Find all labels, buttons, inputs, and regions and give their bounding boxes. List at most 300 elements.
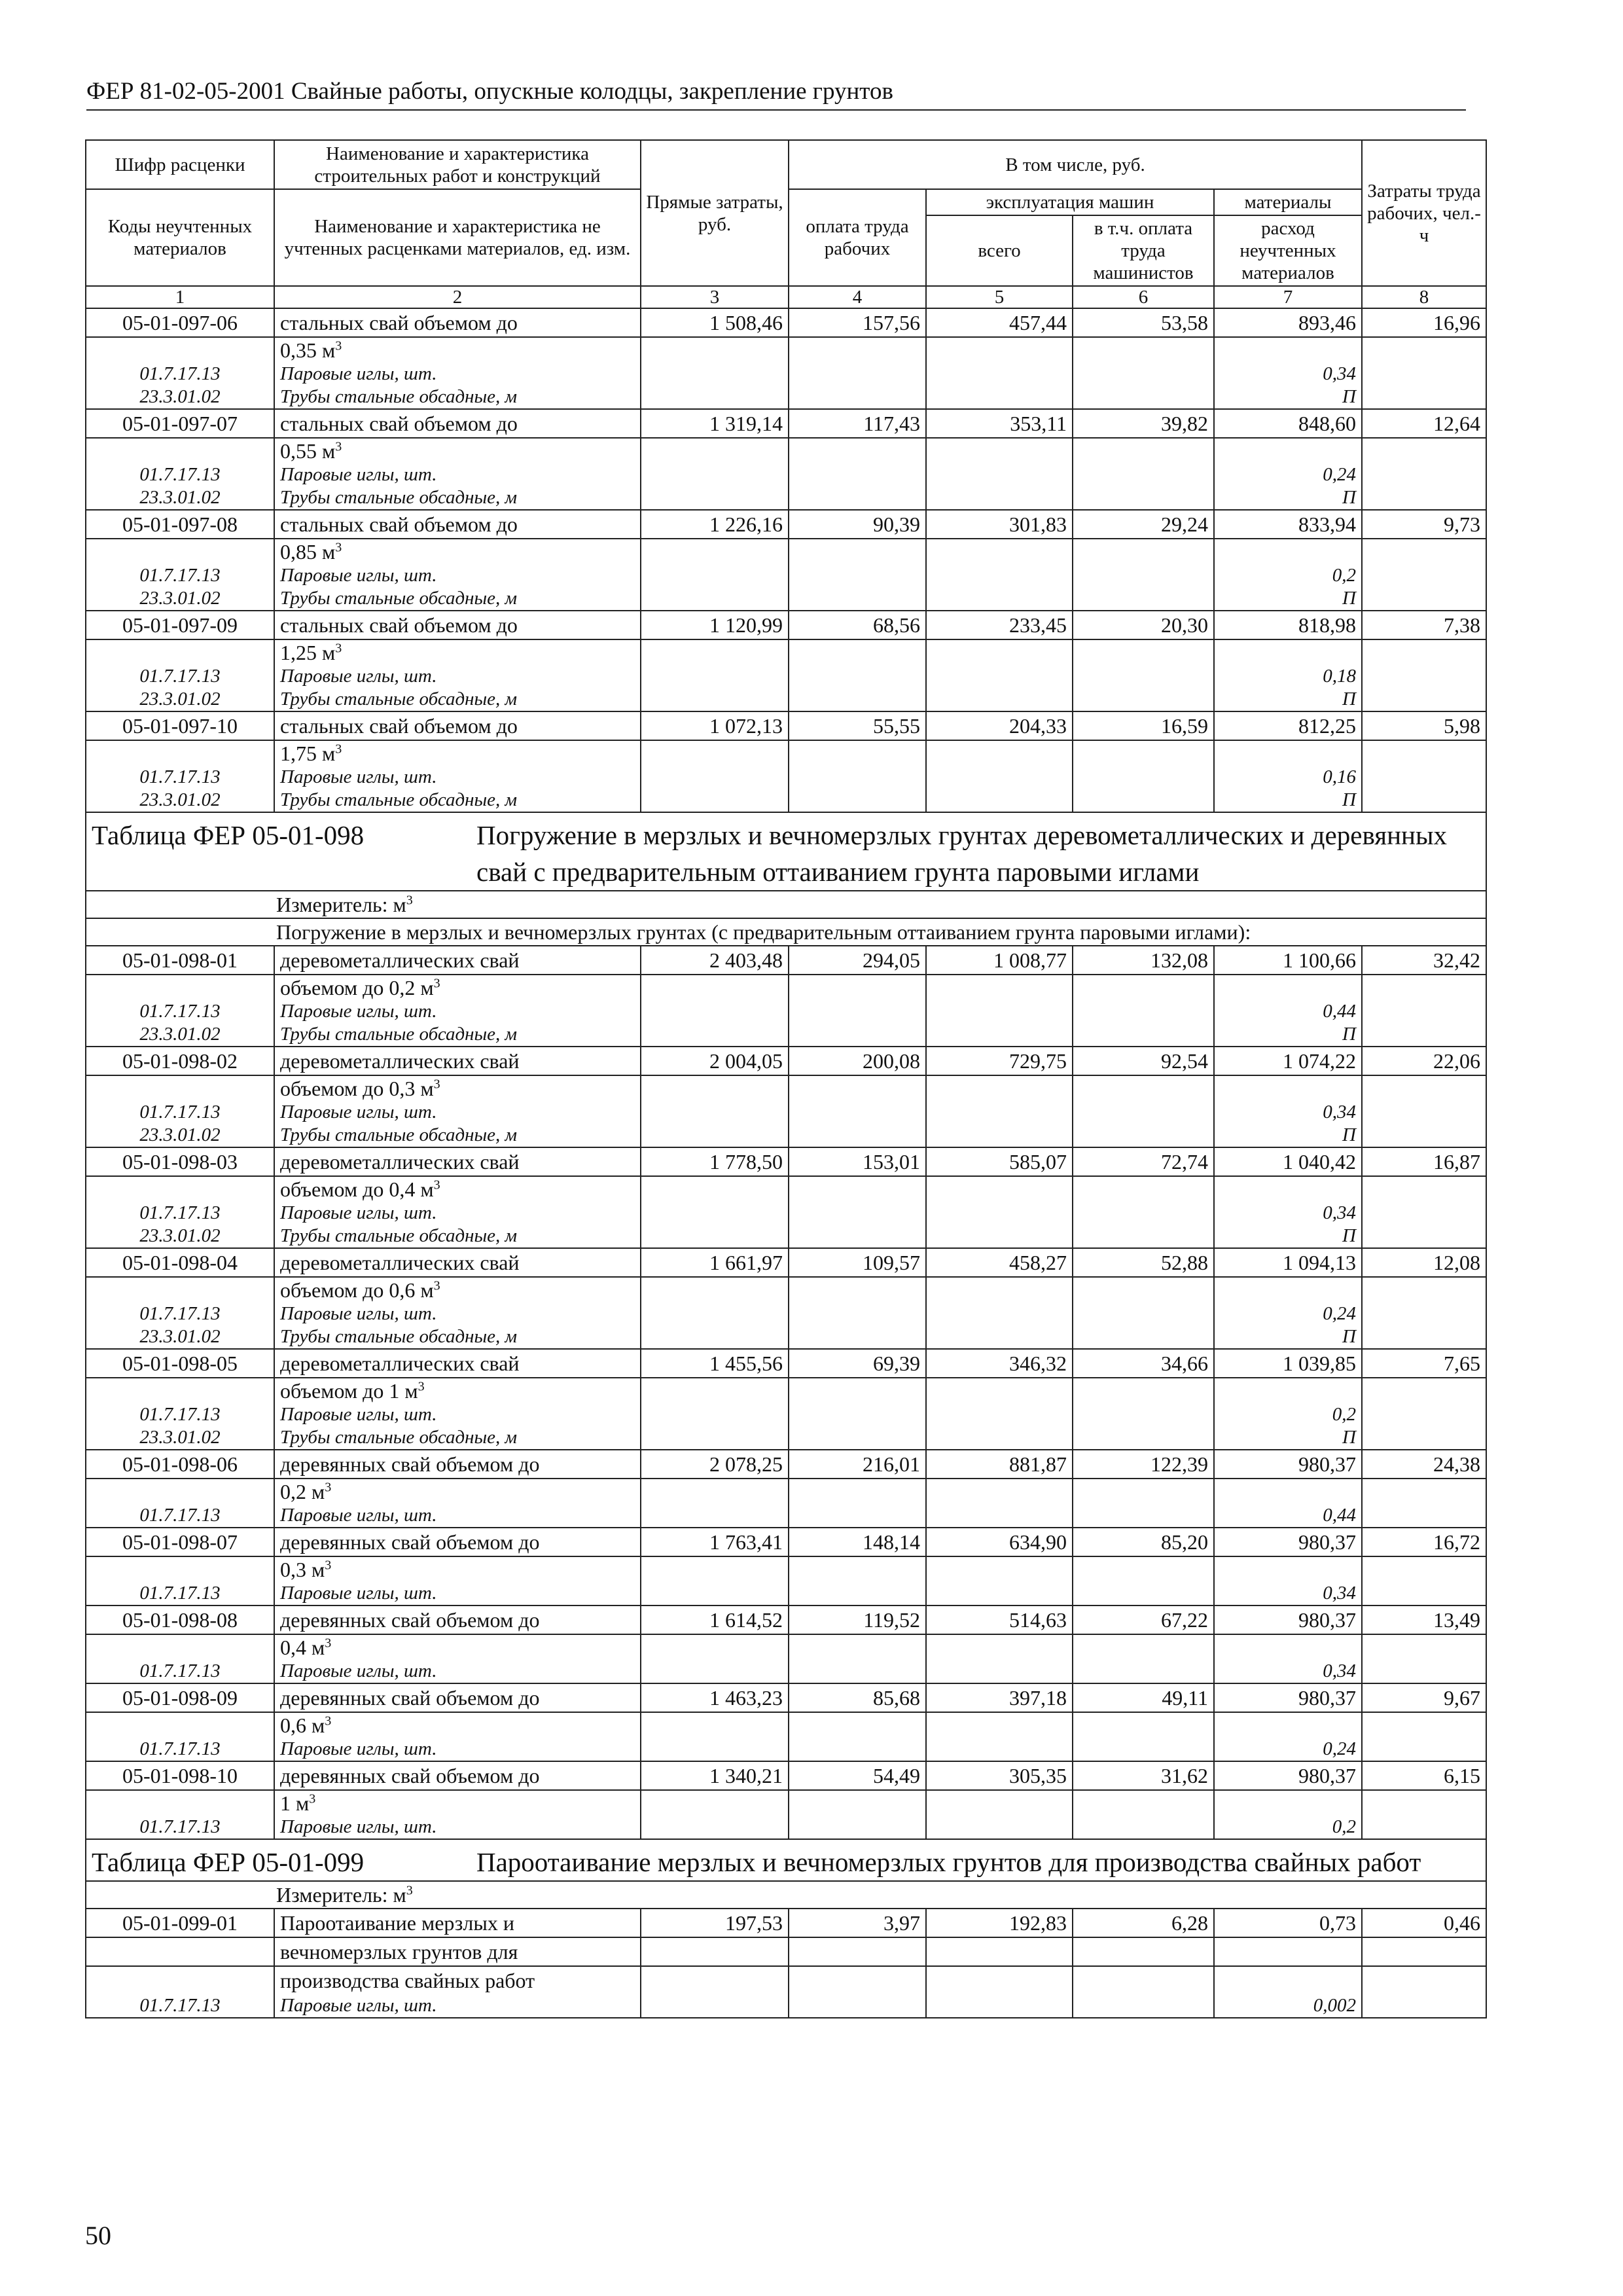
table-caption: Погружение в мерзлых и вечномерзлых грунтах деревометаллических и деревянных свай с предварительным оттаиванием грунта паровыми иглами xyxy=(476,820,1448,887)
material-name: Трубы стальные обсадные, м xyxy=(274,587,641,611)
empty-cell xyxy=(926,789,1073,812)
rate-code-cont xyxy=(86,1556,274,1582)
material-row xyxy=(86,1325,1486,1349)
empty-cell xyxy=(641,975,789,1000)
rate-code: 05-01-097-07 xyxy=(86,409,274,438)
empty-cell xyxy=(641,587,789,611)
col-number: 6 xyxy=(1073,286,1214,308)
empty-cell xyxy=(926,1176,1073,1202)
material-name: Трубы стальные обсадные, м xyxy=(274,1023,641,1047)
empty-cell xyxy=(926,1556,1073,1582)
col-materials-header: материалы xyxy=(1214,189,1362,215)
empty-cell xyxy=(1073,1816,1214,1839)
material-qty: 0,34 xyxy=(1214,363,1362,386)
empty-cell xyxy=(1362,1426,1486,1450)
empty-cell xyxy=(1362,1023,1486,1047)
empty-cell xyxy=(926,1660,1073,1683)
empty-cell xyxy=(1362,1790,1486,1816)
col-machines-total-header: всего xyxy=(926,215,1073,286)
empty-cell xyxy=(1073,386,1214,409)
empty-cell xyxy=(1214,539,1362,564)
empty-cell xyxy=(1073,1556,1214,1582)
empty-cell xyxy=(1362,1225,1486,1248)
table-row xyxy=(86,1349,1486,1378)
rate-code-cont xyxy=(86,1790,274,1816)
rate-name-cont: вечномерзлых грунтов для xyxy=(274,1937,641,1966)
material-code: 23.3.01.02 xyxy=(86,486,274,510)
empty-cell xyxy=(1073,1738,1214,1761)
empty-cell xyxy=(1362,1660,1486,1683)
direct-cost: 1 614,52 xyxy=(641,1605,789,1634)
empty-cell xyxy=(1362,463,1486,486)
machines-labor: 67,22 xyxy=(1073,1605,1214,1634)
rate-volume-text: объемом до 1 м xyxy=(280,1379,418,1403)
table-row xyxy=(86,611,1486,639)
materials-cost: 980,37 xyxy=(1214,1683,1362,1712)
empty-cell xyxy=(1362,539,1486,564)
rate-volume-text: объемом до 0,2 м xyxy=(280,976,434,999)
empty-cell xyxy=(789,1556,926,1582)
table-row xyxy=(86,308,1486,337)
material-code: 01.7.17.13 xyxy=(86,665,274,688)
rate-code: 05-01-097-09 xyxy=(86,611,274,639)
empty-cell xyxy=(789,740,926,766)
rate-volume: 0,3 $м^3$ xyxy=(274,1556,641,1582)
materials-cost: 980,37 xyxy=(1214,1450,1362,1479)
labor-pay: 200,08 xyxy=(789,1047,926,1075)
empty-cell xyxy=(1362,740,1486,766)
empty-cell xyxy=(789,1712,926,1738)
empty-cell xyxy=(789,486,926,510)
labor-pay: 117,43 xyxy=(789,409,926,438)
rate-code-cont xyxy=(86,1277,274,1302)
material-name: Паровые иглы, шт. xyxy=(274,463,641,486)
rate-code: 05-01-098-07 xyxy=(86,1528,274,1556)
table-row xyxy=(86,1147,1486,1176)
rate-code-cont xyxy=(86,1479,274,1504)
empty-cell xyxy=(1073,639,1214,665)
labor-hours: 0,46 xyxy=(1362,1909,1486,1937)
empty-cell xyxy=(1214,639,1362,665)
machines-total: 353,11 xyxy=(926,409,1073,438)
empty-cell xyxy=(789,1790,926,1816)
table-row xyxy=(86,1605,1486,1634)
empty-cell xyxy=(789,1225,926,1248)
labor-hours: 9,67 xyxy=(1362,1683,1486,1712)
empty-cell xyxy=(789,1403,926,1426)
empty-cell xyxy=(1214,1176,1362,1202)
direct-cost: 1 072,13 xyxy=(641,711,789,740)
empty-cell xyxy=(641,1378,789,1403)
material-row xyxy=(86,1403,1486,1426)
material-code: 23.3.01.02 xyxy=(86,1426,274,1450)
direct-cost: 1 763,41 xyxy=(641,1528,789,1556)
rate-code-cont xyxy=(86,337,274,363)
rate-volume-text: 0,4 м xyxy=(280,1636,325,1659)
empty-cell xyxy=(641,1176,789,1202)
empty-cell xyxy=(641,1816,789,1839)
machines-total: 301,83 xyxy=(926,510,1073,539)
empty-cell xyxy=(1073,1101,1214,1124)
direct-cost: 2 078,25 xyxy=(641,1450,789,1479)
empty-cell xyxy=(641,1556,789,1582)
material-code: 01.7.17.13 xyxy=(86,1403,274,1426)
labor-hours: 7,65 xyxy=(1362,1349,1486,1378)
empty-cell xyxy=(1073,438,1214,463)
empty-cell xyxy=(789,688,926,711)
empty-cell xyxy=(789,766,926,789)
material-row xyxy=(86,1994,1486,2018)
machines-total: 397,18 xyxy=(926,1683,1073,1712)
empty-cell xyxy=(926,1075,1073,1101)
material-qty: П xyxy=(1214,1023,1362,1047)
rate-code: 05-01-098-10 xyxy=(86,1761,274,1790)
direct-cost: 1 455,56 xyxy=(641,1349,789,1378)
empty-cell xyxy=(641,337,789,363)
col-code-header: Шифр расценки xyxy=(86,140,274,189)
empty-cell xyxy=(926,1504,1073,1528)
running-header: ФЕР 81-02-05-2001 Свайные работы, опускные колодцы, закрепление грунтов xyxy=(86,77,1466,111)
empty-cell xyxy=(789,1582,926,1605)
rate-volume-text: объемом до 0,6 м xyxy=(280,1278,434,1302)
labor-hours: 16,72 xyxy=(1362,1528,1486,1556)
labor-pay: 68,56 xyxy=(789,611,926,639)
rate-name: деревянных свай объемом до xyxy=(274,1605,641,1634)
empty-cell xyxy=(1073,1378,1214,1403)
material-row xyxy=(86,1202,1486,1225)
material-name: Паровые иглы, шт. xyxy=(274,1101,641,1124)
empty-cell xyxy=(926,665,1073,688)
direct-cost: 1 340,21 xyxy=(641,1761,789,1790)
empty-cell xyxy=(641,1738,789,1761)
material-code: 01.7.17.13 xyxy=(86,564,274,587)
rate-code: 05-01-097-08 xyxy=(86,510,274,539)
empty-cell xyxy=(789,539,926,564)
rate-name: стальных свай объемом до xyxy=(274,308,641,337)
table-row xyxy=(86,946,1486,975)
labor-hours: 24,38 xyxy=(1362,1450,1486,1479)
empty-cell xyxy=(789,363,926,386)
empty-cell xyxy=(1073,1075,1214,1101)
empty-cell xyxy=(641,740,789,766)
empty-cell xyxy=(926,1101,1073,1124)
empty-cell xyxy=(789,1124,926,1147)
empty-cell xyxy=(641,486,789,510)
empty-cell xyxy=(1362,1582,1486,1605)
empty-cell xyxy=(1362,386,1486,409)
materials-cost: 1 074,22 xyxy=(1214,1047,1362,1075)
materials-cost: 848,60 xyxy=(1214,409,1362,438)
rate-code: 05-01-098-05 xyxy=(86,1349,274,1378)
materials-cost: 980,37 xyxy=(1214,1528,1362,1556)
material-qty: 0,2 xyxy=(1214,1816,1362,1839)
rate-code: 05-01-097-06 xyxy=(86,308,274,337)
table-row xyxy=(86,1047,1486,1075)
rate-name: стальных свай объемом до xyxy=(274,510,641,539)
empty-cell xyxy=(1362,1378,1486,1403)
machines-labor: 39,82 xyxy=(1073,409,1214,438)
material-code: 23.3.01.02 xyxy=(86,386,274,409)
empty-cell xyxy=(1362,665,1486,688)
empty-cell xyxy=(926,1277,1073,1302)
material-code: 01.7.17.13 xyxy=(86,766,274,789)
materials-cost: 0,73 xyxy=(1214,1909,1362,1937)
machines-total: 881,87 xyxy=(926,1450,1073,1479)
empty-cell xyxy=(1362,1000,1486,1023)
machines-total: 192,83 xyxy=(926,1909,1073,1937)
materials-cost: 980,37 xyxy=(1214,1761,1362,1790)
empty-cell xyxy=(789,1738,926,1761)
material-code: 23.3.01.02 xyxy=(86,1023,274,1047)
material-qty: 0,34 xyxy=(1214,1101,1362,1124)
rate-code: 05-01-098-03 xyxy=(86,1147,274,1176)
empty-cell xyxy=(1214,1634,1362,1660)
empty-cell xyxy=(789,587,926,611)
empty-cell xyxy=(1362,1556,1486,1582)
materials-cost: 980,37 xyxy=(1214,1605,1362,1634)
materials-cost: 818,98 xyxy=(1214,611,1362,639)
empty-cell xyxy=(1073,1790,1214,1816)
rate-code-cont xyxy=(86,975,274,1000)
section-title: Погружение в мерзлых и вечномерзлых грунтах (с предварительным оттаиванием грунта паровыми иглами): xyxy=(86,918,1486,946)
rate-code-cont xyxy=(86,1634,274,1660)
empty-cell xyxy=(1214,1556,1362,1582)
table-row xyxy=(86,1683,1486,1712)
empty-cell xyxy=(789,1302,926,1325)
direct-cost: 1 661,97 xyxy=(641,1248,789,1277)
material-row xyxy=(86,564,1486,587)
col-code-sub-header: Коды неучтенных материалов xyxy=(86,189,274,286)
empty-cell xyxy=(1362,363,1486,386)
empty-cell xyxy=(926,486,1073,510)
empty-cell xyxy=(789,438,926,463)
empty-cell xyxy=(926,1124,1073,1147)
empty-cell xyxy=(789,639,926,665)
empty-cell xyxy=(1073,337,1214,363)
machines-total: 457,44 xyxy=(926,308,1073,337)
empty-cell xyxy=(641,1101,789,1124)
material-qty: П xyxy=(1214,587,1362,611)
empty-cell xyxy=(1073,1504,1214,1528)
material-code: 01.7.17.13 xyxy=(86,1582,274,1605)
material-qty: 0,16 xyxy=(1214,766,1362,789)
machines-total: 233,45 xyxy=(926,611,1073,639)
empty-cell xyxy=(1073,789,1214,812)
rate-code-cont xyxy=(86,1176,274,1202)
labor-hours: 12,08 xyxy=(1362,1248,1486,1277)
rate-name: деревометаллических свай xyxy=(274,1349,641,1378)
empty-cell xyxy=(641,1225,789,1248)
material-name: Трубы стальные обсадные, м xyxy=(274,1225,641,1248)
rate-volume: объемом до 0,6 $м^3$ xyxy=(274,1277,641,1302)
empty-cell xyxy=(1073,688,1214,711)
direct-cost: 1 226,16 xyxy=(641,510,789,539)
material-row xyxy=(86,1738,1486,1761)
machines-total: 585,07 xyxy=(926,1147,1073,1176)
empty-cell xyxy=(789,1378,926,1403)
rate-volume: объемом до 1 $м^3$ xyxy=(274,1378,641,1403)
empty-cell xyxy=(1362,587,1486,611)
empty-cell xyxy=(789,1023,926,1047)
machines-labor: 92,54 xyxy=(1073,1047,1214,1075)
empty-cell xyxy=(1073,564,1214,587)
rate-name: деревометаллических свай xyxy=(274,946,641,975)
empty-cell xyxy=(1362,688,1486,711)
material-qty: 0,34 xyxy=(1214,1660,1362,1683)
empty-cell xyxy=(789,463,926,486)
empty-cell xyxy=(789,564,926,587)
empty-cell xyxy=(1362,1101,1486,1124)
material-name: Паровые иглы, шт. xyxy=(274,1582,641,1605)
material-qty: П xyxy=(1214,1225,1362,1248)
material-row xyxy=(86,1660,1486,1683)
material-name: Трубы стальные обсадные, м xyxy=(274,486,641,510)
empty-cell xyxy=(641,438,789,463)
rate-volume-text: 0,6 м xyxy=(280,1713,325,1737)
material-name: Трубы стальные обсадные, м xyxy=(274,1325,641,1349)
empty-cell xyxy=(1362,1504,1486,1528)
material-row xyxy=(86,1504,1486,1528)
labor-pay: 153,01 xyxy=(789,1147,926,1176)
material-code: 23.3.01.02 xyxy=(86,587,274,611)
table-section-098 xyxy=(86,812,1486,946)
empty-cell xyxy=(789,1816,926,1839)
material-row xyxy=(86,688,1486,711)
empty-cell xyxy=(1073,1202,1214,1225)
empty-cell xyxy=(926,438,1073,463)
material-name: Паровые иглы, шт. xyxy=(274,1504,641,1528)
rate-volume: 0,4 $м^3$ xyxy=(274,1634,641,1660)
empty-cell xyxy=(789,337,926,363)
empty-cell xyxy=(1362,1277,1486,1302)
table-caption: Пароотаивание мерзлых и вечномерзлых грунтов для производства свайных работ xyxy=(476,1847,1421,1877)
empty-cell xyxy=(1362,486,1486,510)
empty-cell xyxy=(1362,789,1486,812)
material-name: Трубы стальные обсадные, м xyxy=(274,1426,641,1450)
materials-cost: 812,25 xyxy=(1214,711,1362,740)
empty-cell xyxy=(789,1000,926,1023)
material-name: Паровые иглы, шт. xyxy=(274,1302,641,1325)
empty-cell xyxy=(789,1075,926,1101)
rate-volume: объемом до 0,2 $м^3$ xyxy=(274,975,641,1000)
empty-cell xyxy=(789,1176,926,1202)
machines-total: 204,33 xyxy=(926,711,1073,740)
machines-total: 1 008,77 xyxy=(926,946,1073,975)
empty-cell xyxy=(1073,587,1214,611)
material-row xyxy=(86,665,1486,688)
machines-labor: 6,28 xyxy=(1073,1909,1214,1937)
rate-code: 05-01-098-08 xyxy=(86,1605,274,1634)
material-row xyxy=(86,363,1486,386)
machines-total: 634,90 xyxy=(926,1528,1073,1556)
labor-pay: 119,52 xyxy=(789,1605,926,1634)
empty-cell xyxy=(926,1738,1073,1761)
rate-code: 05-01-098-09 xyxy=(86,1683,274,1712)
machines-labor: 29,24 xyxy=(1073,510,1214,539)
labor-hours: 7,38 xyxy=(1362,611,1486,639)
col-number: 5 xyxy=(926,286,1073,308)
rate-code: 05-01-098-01 xyxy=(86,946,274,975)
empty-cell xyxy=(926,688,1073,711)
empty-cell xyxy=(926,1403,1073,1426)
material-row xyxy=(86,1000,1486,1023)
material-qty: 0,24 xyxy=(1214,1302,1362,1325)
empty-cell xyxy=(641,1075,789,1101)
rate-volume: объемом до 0,3 $м^3$ xyxy=(274,1075,641,1101)
empty-cell xyxy=(789,1660,926,1683)
empty-cell xyxy=(1073,1660,1214,1683)
rate-volume: 0,55 $м^3$ xyxy=(274,438,641,463)
empty-cell xyxy=(1362,337,1486,363)
empty-cell xyxy=(1073,486,1214,510)
labor-hours: 32,42 xyxy=(1362,946,1486,975)
empty-cell xyxy=(926,975,1073,1000)
table-label: Таблица ФЕР 05-01-098 xyxy=(92,820,365,850)
machines-total: 514,63 xyxy=(926,1605,1073,1634)
empty-cell xyxy=(1073,1426,1214,1450)
table-row xyxy=(86,1450,1486,1479)
empty-cell xyxy=(926,1634,1073,1660)
material-row xyxy=(86,386,1486,409)
empty-cell xyxy=(641,766,789,789)
materials-cost: 1 040,42 xyxy=(1214,1147,1362,1176)
machines-labor: 72,74 xyxy=(1073,1147,1214,1176)
material-row xyxy=(86,1582,1486,1605)
material-name: Паровые иглы, шт. xyxy=(274,1202,641,1225)
table-title-099 xyxy=(86,1839,1486,1881)
empty-cell xyxy=(1362,1075,1486,1101)
machines-total: 729,75 xyxy=(926,1047,1073,1075)
labor-pay: 157,56 xyxy=(789,308,926,337)
empty-cell xyxy=(1362,1479,1486,1504)
empty-cell xyxy=(1362,1202,1486,1225)
empty-cell xyxy=(641,665,789,688)
empty-cell xyxy=(1214,740,1362,766)
empty-cell xyxy=(1362,564,1486,587)
empty-cell xyxy=(641,1582,789,1605)
rate-code-cont xyxy=(86,539,274,564)
empty-cell xyxy=(926,1202,1073,1225)
labor-hours: 13,49 xyxy=(1362,1605,1486,1634)
col-direct-header: Прямые затраты, руб. xyxy=(641,140,789,286)
labor-hours: 16,87 xyxy=(1362,1147,1486,1176)
rate-code-cont xyxy=(86,1712,274,1738)
table-section-099 xyxy=(86,1839,1486,2018)
rate-name: стальных свай объемом до xyxy=(274,409,641,438)
machines-labor: 122,39 xyxy=(1073,1450,1214,1479)
material-name: Паровые иглы, шт. xyxy=(274,1660,641,1683)
empty-cell xyxy=(641,1660,789,1683)
price-table xyxy=(85,139,1487,2018)
labor-pay: 294,05 xyxy=(789,946,926,975)
empty-cell xyxy=(1214,1790,1362,1816)
empty-cell xyxy=(926,1325,1073,1349)
labor-hours: 12,64 xyxy=(1362,409,1486,438)
material-row xyxy=(86,1816,1486,1839)
col-machines-header: эксплуатация машин xyxy=(926,189,1214,215)
empty-cell xyxy=(926,363,1073,386)
empty-cell xyxy=(641,1124,789,1147)
empty-cell xyxy=(926,386,1073,409)
col-name-header: Наименование и характеристика строительных работ и конструкций xyxy=(274,140,641,189)
empty-cell xyxy=(926,639,1073,665)
machines-labor: 20,30 xyxy=(1073,611,1214,639)
empty-cell xyxy=(1214,1479,1362,1504)
empty-cell xyxy=(1214,438,1362,463)
labor-pay: 69,39 xyxy=(789,1349,926,1378)
material-qty: 0,24 xyxy=(1214,1738,1362,1761)
rate-volume: 0,85 $м^3$ xyxy=(274,539,641,564)
